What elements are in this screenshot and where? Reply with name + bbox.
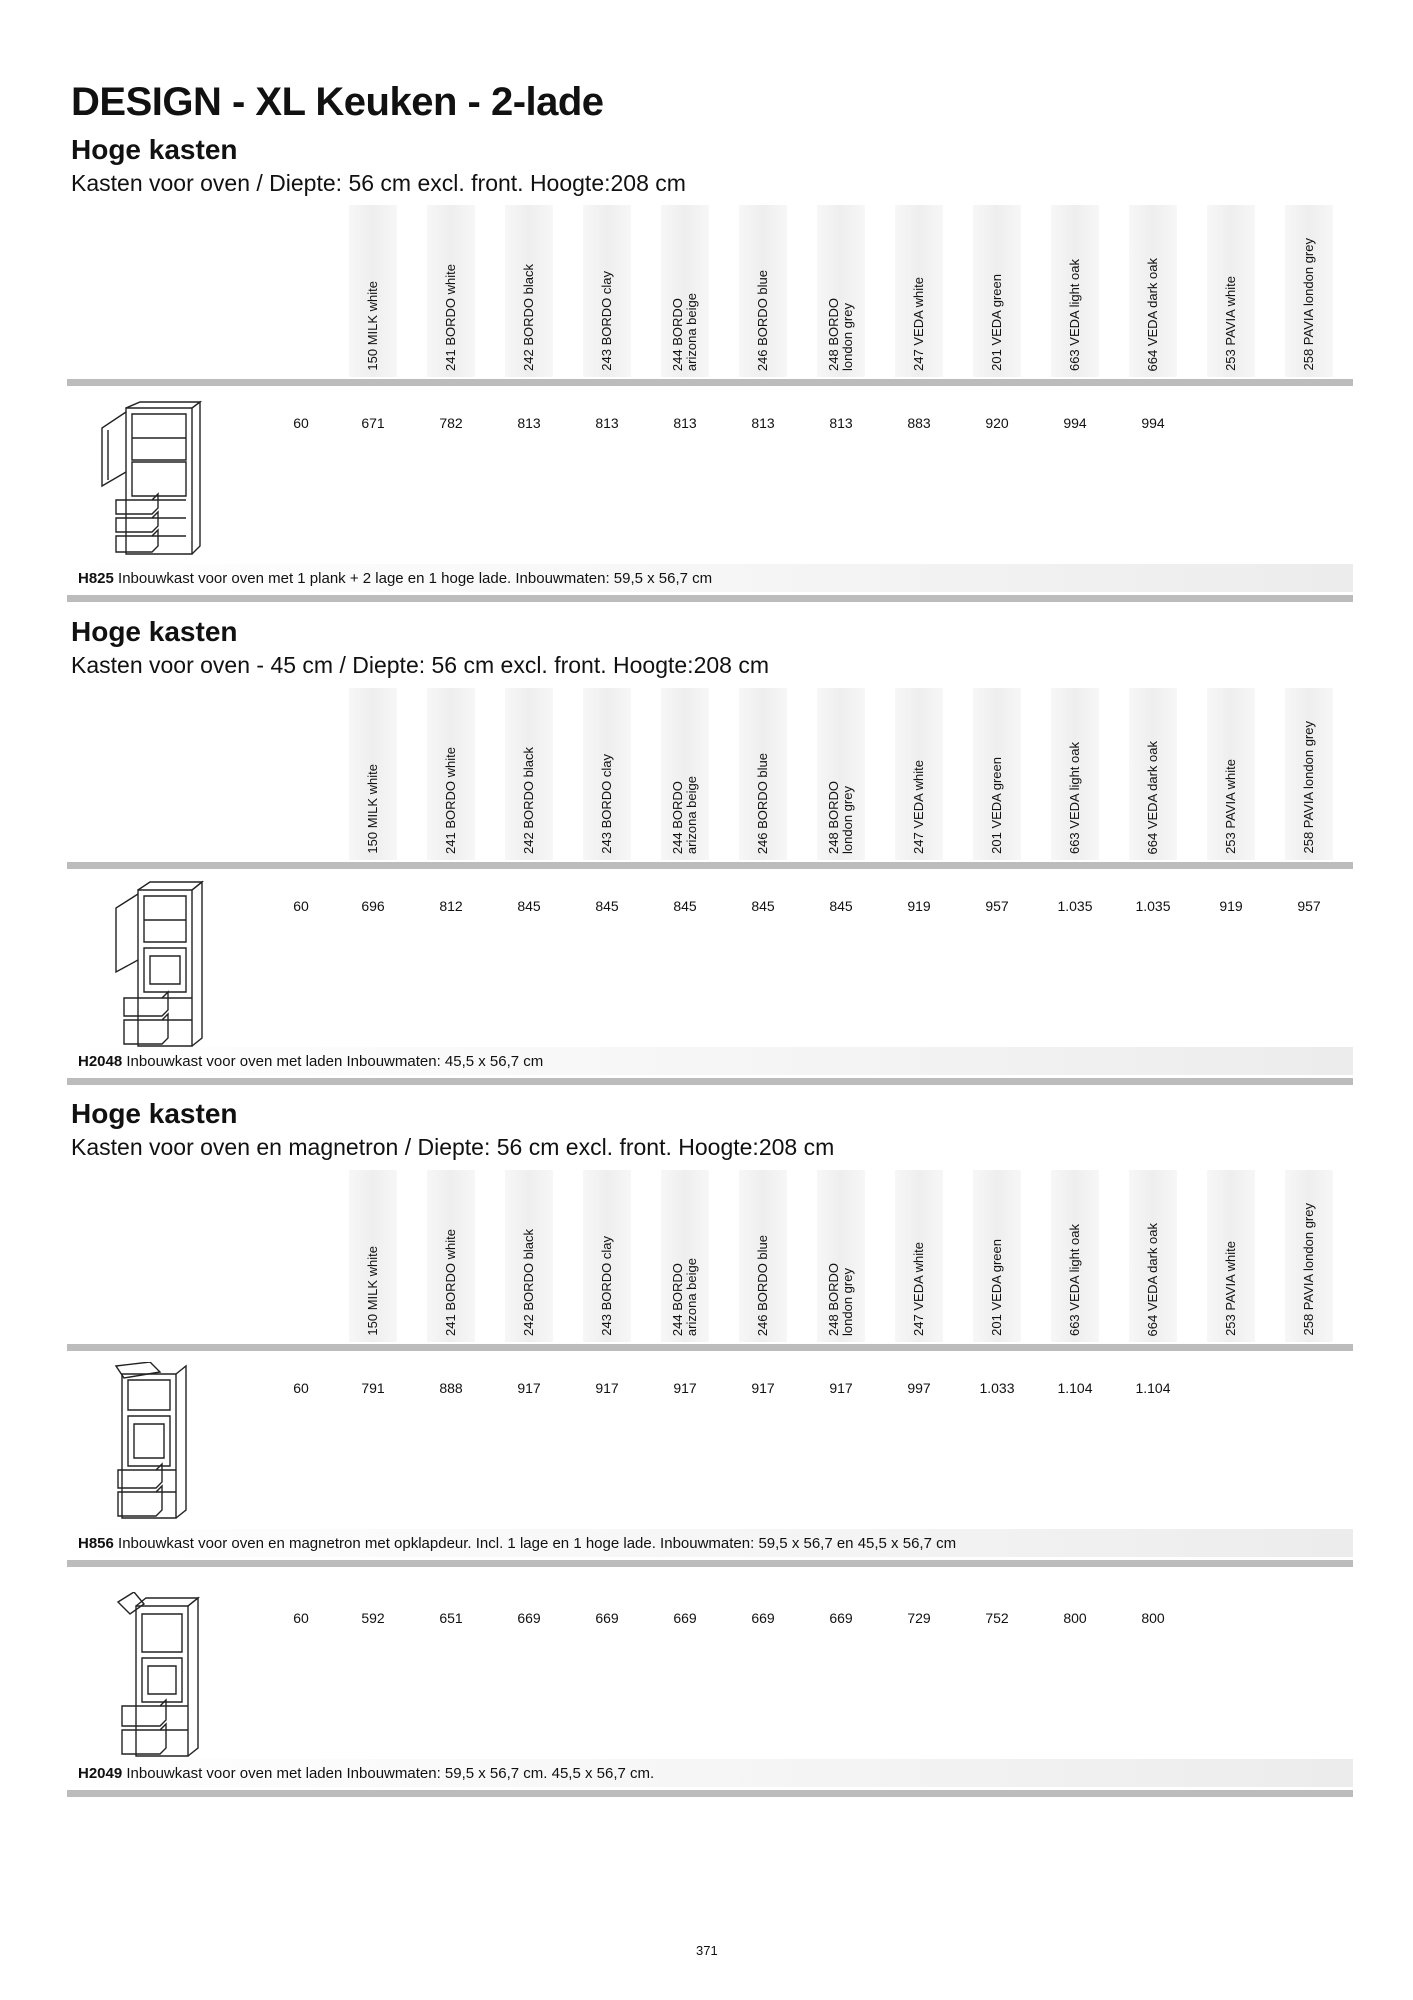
- column-header: [1051, 1164, 1099, 1336]
- column-header-label: 150 MILK white: [365, 281, 380, 371]
- column-header-label: 664 VEDA dark oak: [1145, 257, 1160, 371]
- column-header-label: 253 PAVIA white: [1223, 276, 1238, 371]
- price-cell: 729: [907, 1610, 931, 1626]
- column-header: [817, 199, 865, 371]
- column-header-label: 247 VEDA white: [911, 1242, 926, 1336]
- column-header-label: 253 PAVIA white: [1223, 759, 1238, 854]
- column-header: [427, 1164, 475, 1336]
- column-header-label: 243 BORDO clay: [599, 754, 614, 854]
- width-value: 60: [293, 415, 309, 431]
- price-cell: 752: [985, 1610, 1009, 1626]
- column-header: [583, 1164, 631, 1336]
- price-cell: 1.104: [1135, 1380, 1171, 1396]
- column-header: [349, 199, 397, 371]
- column-header-label: 247 VEDA white: [911, 760, 926, 854]
- column-header: [505, 199, 553, 371]
- section-subtitle: Kasten voor oven - 45 cm / Diepte: 56 cm excl. front. Hoogte:208 cm: [71, 652, 769, 678]
- price-cell: 1.033: [979, 1380, 1015, 1396]
- column-header: [817, 1164, 865, 1336]
- article-code: H2049: [78, 1765, 123, 1782]
- price-cell: 919: [1219, 898, 1243, 914]
- section-title: Hoge kasten: [71, 616, 238, 647]
- price-cell: 845: [595, 898, 619, 914]
- section-subtitle: Kasten voor oven / Diepte: 56 cm excl. front. Hoogte:208 cm: [71, 170, 686, 196]
- width-value: 60: [293, 1610, 309, 1626]
- price-cell: 845: [517, 898, 541, 914]
- article-text: Inbouwkast voor oven met laden Inbouwmaten: 59,5 x 56,7 cm. 45,5 x 56,7 cm.: [126, 1765, 655, 1782]
- price-cell: 994: [1141, 415, 1165, 431]
- column-header: [1129, 199, 1177, 371]
- column-header-label: 242 BORDO black: [521, 1229, 536, 1336]
- header-divider: [67, 1344, 1353, 1351]
- section-title: Hoge kasten: [71, 1098, 238, 1129]
- column-header-label: 663 VEDA light oak: [1067, 1223, 1082, 1336]
- column-header-label: 241 BORDO white: [443, 747, 458, 854]
- article-description: [78, 570, 712, 587]
- column-header-label: 246 BORDO blue: [755, 752, 770, 854]
- column-header: [661, 682, 709, 854]
- price-cell: 957: [985, 898, 1009, 914]
- price-cell: 813: [517, 415, 541, 431]
- article-description: [78, 1535, 956, 1552]
- article-text: Inbouwkast voor oven met laden Inbouwmaten: 45,5 x 56,7 cm: [126, 1053, 544, 1070]
- price-cell: 791: [361, 1380, 385, 1396]
- price-cell: 696: [361, 898, 385, 914]
- price-cell: 997: [907, 1380, 931, 1396]
- column-header: [895, 1164, 943, 1336]
- tall-oven-cabinet-open-door-three-drawers-icon: [96, 400, 206, 558]
- column-header: [895, 199, 943, 371]
- column-header-label: 243 BORDO clay: [599, 1236, 614, 1336]
- price-cell: 917: [751, 1380, 775, 1396]
- column-header-label: 248 BORDO london grey: [826, 298, 855, 371]
- column-header: [661, 1164, 709, 1336]
- width-value: 60: [293, 1380, 309, 1396]
- column-header-label: 248 BORDO london grey: [826, 1263, 855, 1336]
- column-header-label: 663 VEDA light oak: [1067, 258, 1082, 371]
- column-header: [583, 199, 631, 371]
- price-cell: 1.035: [1057, 898, 1093, 914]
- column-header: [739, 1164, 787, 1336]
- price-cell: 669: [595, 1610, 619, 1626]
- column-header: [427, 682, 475, 854]
- article-text: Inbouwkast voor oven met 1 plank + 2 lage en 1 hoge lade. Inbouwmaten: 59,5 x 56,7 cm: [118, 570, 713, 587]
- column-header: [817, 682, 865, 854]
- column-header: [1285, 1164, 1333, 1336]
- column-header: [349, 1164, 397, 1336]
- price-cell: 671: [361, 415, 385, 431]
- column-header: [739, 199, 787, 371]
- page-number: 371: [696, 1943, 718, 1958]
- column-header: [661, 199, 709, 371]
- column-header: [427, 199, 475, 371]
- width-value: 60: [293, 898, 309, 914]
- column-header-label: 258 PAVIA london grey: [1301, 721, 1316, 854]
- column-header-label: 258 PAVIA london grey: [1301, 1203, 1316, 1336]
- column-header: [895, 682, 943, 854]
- price-cell: 917: [673, 1380, 697, 1396]
- price-cell: 957: [1297, 898, 1321, 914]
- price-cell: 813: [829, 415, 853, 431]
- section-title: Hoge kasten: [71, 134, 238, 165]
- column-header-label: 663 VEDA light oak: [1067, 741, 1082, 854]
- price-cell: 1.104: [1057, 1380, 1093, 1396]
- row-divider: [67, 1078, 1353, 1085]
- price-cell: 845: [829, 898, 853, 914]
- article-code: H856: [78, 1535, 114, 1552]
- section-subtitle: Kasten voor oven en magnetron / Diepte: 56 cm excl. front. Hoogte:208 cm: [71, 1134, 835, 1160]
- column-header-label: 244 BORDO arizona beige: [670, 775, 699, 854]
- column-header: [349, 682, 397, 854]
- price-cell: 917: [595, 1380, 619, 1396]
- price-cell: 883: [907, 415, 931, 431]
- column-header-label: 244 BORDO arizona beige: [670, 292, 699, 371]
- price-cell: 845: [673, 898, 697, 914]
- tall-oven-cabinet-open-door-two-drawers-icon: [110, 880, 206, 1050]
- price-cell: 813: [595, 415, 619, 431]
- column-header: [1207, 682, 1255, 854]
- tall-oven-microwave-cabinet-flap-door-icon: [110, 1362, 190, 1522]
- price-cell: 782: [439, 415, 463, 431]
- price-cell: 917: [517, 1380, 541, 1396]
- column-header-label: 150 MILK white: [365, 1246, 380, 1336]
- price-cell: 592: [361, 1610, 385, 1626]
- column-header-label: 150 MILK white: [365, 764, 380, 854]
- article-description: [78, 1765, 654, 1782]
- column-header: [505, 682, 553, 854]
- column-header: [583, 682, 631, 854]
- column-header-label: 243 BORDO clay: [599, 271, 614, 371]
- price-cell: 845: [751, 898, 775, 914]
- column-header: [1129, 1164, 1177, 1336]
- article-code: H825: [78, 570, 114, 587]
- price-cell: 919: [907, 898, 931, 914]
- column-header-label: 664 VEDA dark oak: [1145, 740, 1160, 854]
- column-header-label: 664 VEDA dark oak: [1145, 1222, 1160, 1336]
- column-header-label: 253 PAVIA white: [1223, 1241, 1238, 1336]
- column-header-label: 247 VEDA white: [911, 277, 926, 371]
- column-header: [739, 682, 787, 854]
- column-header-label: 201 VEDA green: [989, 1239, 1004, 1336]
- column-header-label: 242 BORDO black: [521, 264, 536, 371]
- price-cell: 813: [751, 415, 775, 431]
- tall-oven-cabinet-flap-door-two-drawers-icon: [114, 1592, 202, 1760]
- price-cell: 812: [439, 898, 463, 914]
- price-cell: 888: [439, 1380, 463, 1396]
- column-header: [1051, 199, 1099, 371]
- column-header: [505, 1164, 553, 1336]
- price-cell: 669: [829, 1610, 853, 1626]
- price-cell: 1.035: [1135, 898, 1171, 914]
- price-cell: 669: [751, 1610, 775, 1626]
- column-header-label: 201 VEDA green: [989, 757, 1004, 854]
- column-header: [1129, 682, 1177, 854]
- price-cell: 800: [1141, 1610, 1165, 1626]
- column-header-label: 241 BORDO white: [443, 1229, 458, 1336]
- price-cell: 994: [1063, 415, 1087, 431]
- column-header: [1285, 199, 1333, 371]
- column-header-label: 246 BORDO blue: [755, 269, 770, 371]
- row-divider: [67, 595, 1353, 602]
- column-header: [973, 1164, 1021, 1336]
- price-cell: 651: [439, 1610, 463, 1626]
- column-header-label: 242 BORDO black: [521, 747, 536, 854]
- row-divider: [67, 1790, 1353, 1797]
- price-cell: 669: [673, 1610, 697, 1626]
- price-cell: 669: [517, 1610, 541, 1626]
- column-header-label: 201 VEDA green: [989, 274, 1004, 371]
- column-header: [1207, 199, 1255, 371]
- row-divider: [67, 1560, 1353, 1567]
- column-header: [1207, 1164, 1255, 1336]
- price-cell: 813: [673, 415, 697, 431]
- article-description: [78, 1053, 543, 1070]
- header-divider: [67, 379, 1353, 386]
- page-title: DESIGN - XL Keuken - 2-lade: [71, 80, 604, 124]
- column-header-label: 248 BORDO london grey: [826, 781, 855, 854]
- price-cell: 917: [829, 1380, 853, 1396]
- column-header: [973, 682, 1021, 854]
- price-cell: 800: [1063, 1610, 1087, 1626]
- article-code: H2048: [78, 1053, 123, 1070]
- article-text: Inbouwkast voor oven en magnetron met opklapdeur. Incl. 1 lage en 1 hoge lade. Inbouwmaten: 59,5 x 56,7 en 45,5 x 56,7 cm: [118, 1535, 957, 1552]
- column-header-label: 258 PAVIA london grey: [1301, 238, 1316, 371]
- price-cell: 920: [985, 415, 1009, 431]
- column-header: [1051, 682, 1099, 854]
- column-header: [973, 199, 1021, 371]
- column-header: [1285, 682, 1333, 854]
- column-header-label: 244 BORDO arizona beige: [670, 1257, 699, 1336]
- column-header-label: 241 BORDO white: [443, 264, 458, 371]
- column-header-label: 246 BORDO blue: [755, 1234, 770, 1336]
- header-divider: [67, 862, 1353, 869]
